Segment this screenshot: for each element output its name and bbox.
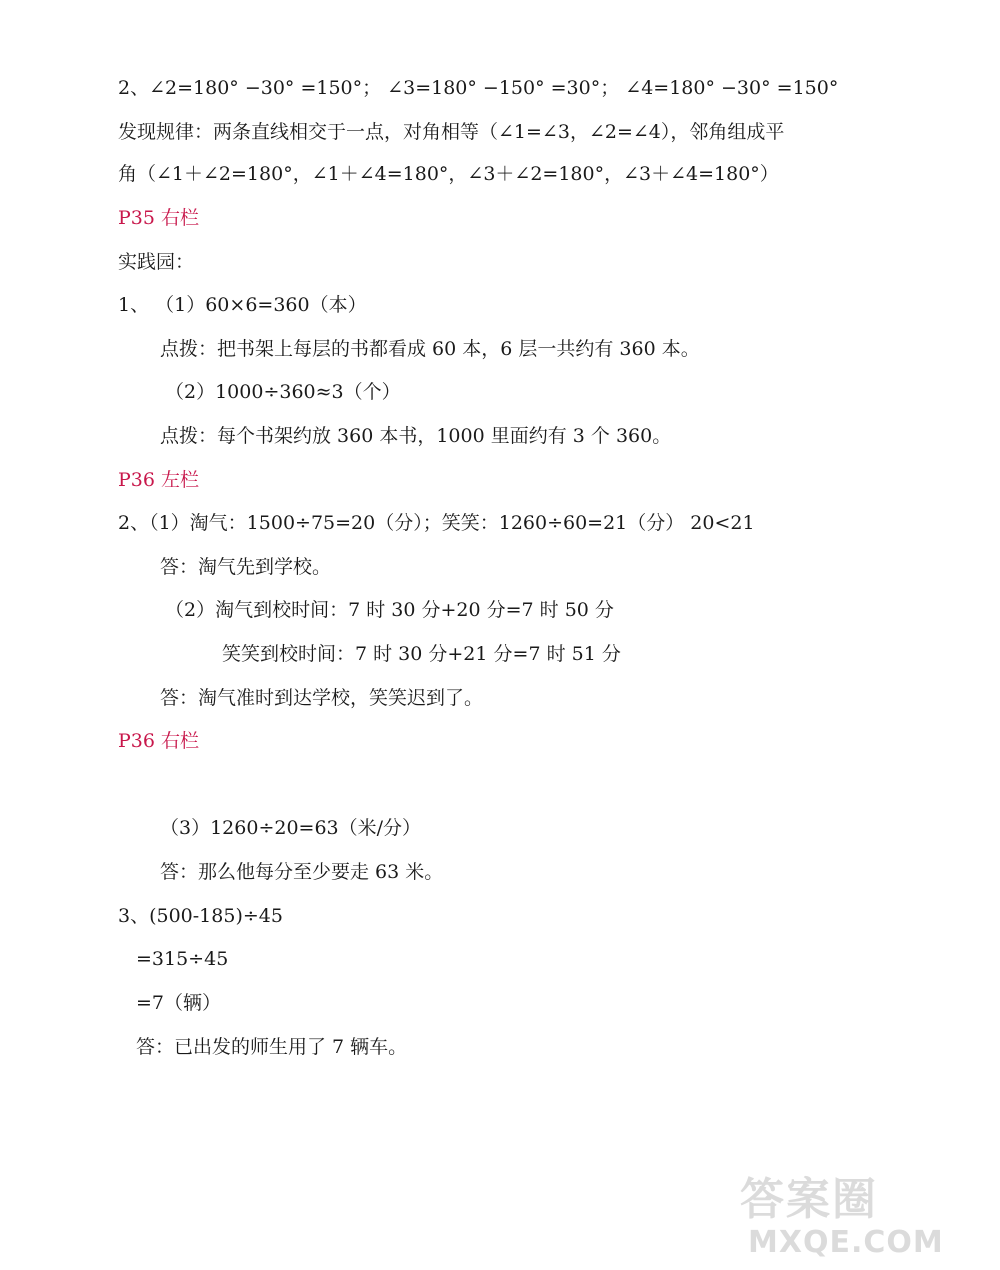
- question-1-part-1: 1、 （1）60×6=360（本）: [118, 294, 367, 316]
- section-heading-p35-right: P35 右栏: [118, 207, 200, 229]
- section-heading-p36-right: P36 右栏: [118, 730, 200, 752]
- section-heading-p36-left: P36 左栏: [118, 469, 200, 491]
- hint-2: 点拨：每个书架约放 360 本书，1000 里面约有 3 个 360。: [160, 425, 672, 447]
- question-3-step-1: =315÷45: [136, 948, 229, 970]
- angle-calculation-line: 2、∠2=180° −30° =150°； ∠3=180° −150° =30°； ∠4=180° −30° =150°: [118, 77, 839, 99]
- answer-3: 答：已出发的师生用了 7 辆车。: [136, 1036, 408, 1058]
- question-2-part-3: （3）1260÷20=63（米/分）: [160, 817, 422, 839]
- question-1-part-2: （2）1000÷360≈3（个）: [165, 381, 401, 403]
- rule-line-1: 发现规律：两条直线相交于一点，对角相等（∠1=∠3，∠2=∠4），邻角组成平: [118, 121, 785, 143]
- watermark-site: MXQE.COM: [748, 1225, 944, 1260]
- watermark: [740, 1174, 980, 1264]
- answer-2-part-1: 答：淘气先到学校。: [160, 556, 332, 578]
- hint-1: 点拨：把书架上每层的书都看成 60 本，6 层一共约有 360 本。: [160, 338, 700, 360]
- practice-label: 实践园：: [118, 251, 195, 273]
- answer-2-part-2: 答：淘气准时到达学校，笑笑迟到了。: [160, 687, 484, 709]
- watermark-logo: 答案圈: [740, 1174, 878, 1225]
- answer-2-part-3: 答：那么他每分至少要走 63 米。: [160, 861, 444, 883]
- question-2-part-2-xiaoxiao: 笑笑到校时间：7 时 30 分+21 分=7 时 51 分: [222, 643, 621, 665]
- rule-line-2: 角（∠1＋∠2=180°，∠1＋∠4=180°，∠3＋∠2=180°，∠3＋∠4=180°）: [118, 163, 779, 185]
- question-3-expression: 3、(500-185)÷45: [118, 905, 283, 927]
- question-2-part-2-taoqi: （2）淘气到校时间：7 时 30 分+20 分=7 时 50 分: [165, 599, 614, 621]
- question-3-step-2: =7（辆）: [136, 992, 222, 1014]
- question-2-part-1: 2、（1）淘气：1500÷75=20（分）；笑笑：1260÷60=21（分） 20<21: [118, 512, 755, 534]
